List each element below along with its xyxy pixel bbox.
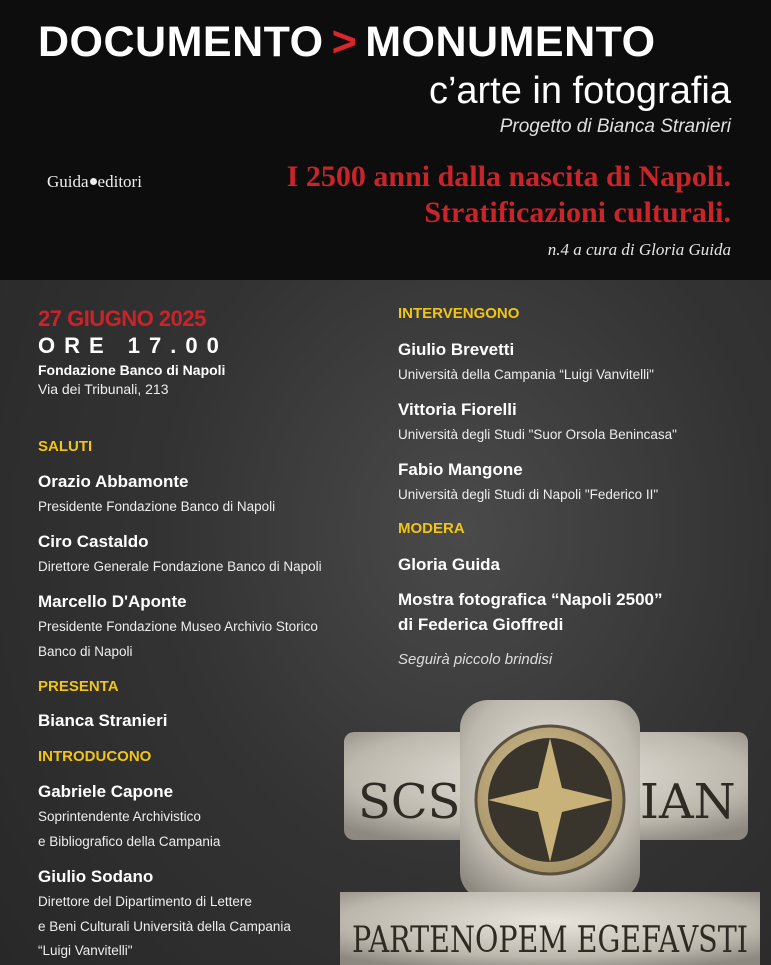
speaker-name: Giulio Sodano — [38, 867, 154, 886]
event-date: 27 GIUGNO 2025 — [38, 306, 206, 331]
section-intervengono: INTERVENGONO — [398, 305, 520, 322]
event-time: ORE 17.00 — [38, 333, 228, 358]
speaker-role: Soprintendente Archivistico — [38, 809, 201, 824]
speaker-role: Direttore Generale Fondazione Banco di Napoli — [38, 559, 322, 574]
speaker-role: Università degli Studi "Suor Orsola Benincasa" — [398, 427, 677, 442]
exhibit-author: di Federica Gioffredi — [398, 615, 564, 634]
section-saluti: SALUTI — [38, 438, 93, 455]
speaker-name: Vittoria Fiorelli — [398, 400, 517, 419]
speaker-role: Direttore del Dipartimento di Lettere — [38, 894, 252, 909]
speaker-name: Orazio Abbamonte — [38, 472, 189, 491]
section-presenta: PRESENTA — [38, 678, 119, 695]
speaker-name: Fabio Mangone — [398, 460, 523, 479]
venue-address: Via dei Tribunali, 213 — [38, 381, 169, 397]
venue-name: Fondazione Banco di Napoli — [38, 362, 226, 378]
main-title — [38, 18, 738, 67]
stone-inscription-image — [340, 700, 760, 965]
title-documento: DOCUMENTO — [38, 18, 324, 66]
exhibit-title: Mostra fotografica “Napoli 2500” — [398, 590, 663, 609]
speaker-role: e Beni Culturali Università della Campania — [38, 919, 291, 934]
speaker-role: Presidente Fondazione Museo Archivio Storico — [38, 619, 318, 634]
speaker-name: Gabriele Capone — [38, 782, 174, 801]
speaker-role: “Luigi Vanvitelli" — [38, 943, 133, 958]
project-credit: Progetto di Bianca Stranieri — [499, 116, 731, 137]
poster-header — [0, 0, 771, 280]
stone-text-left: SCS — [358, 774, 461, 830]
book-title-line1: I 2500 anni dalla nascita di Napoli. — [286, 160, 731, 193]
speaker-name: Giulio Brevetti — [398, 340, 515, 359]
section-modera: MODERA — [398, 520, 465, 537]
publisher-logo: Guida editori — [47, 172, 142, 191]
speaker-name: Ciro Castaldo — [38, 532, 149, 551]
speaker-name: Gloria Guida — [398, 555, 501, 574]
speaker-role: Presidente Fondazione Banco di Napoli — [38, 499, 276, 514]
subtitle: c’arte in fotografia — [428, 70, 731, 112]
speaker-role: Banco di Napoli — [38, 644, 133, 659]
speaker-name: Marcello D'Aponte — [38, 592, 187, 611]
speaker-role: Università degli Studi di Napoli "Federico II" — [398, 487, 659, 502]
speaker-name: Bianca Stranieri — [38, 711, 168, 730]
logo-dot-icon — [90, 178, 97, 185]
speaker-role: e Bibliografico della Campania — [38, 834, 221, 849]
section-introducono: INTRODUCONO — [38, 748, 152, 765]
stone-text-bottom: PARTENOPEM EGEFAVSTI — [352, 920, 748, 961]
speaker-role: Università della Campania “Luigi Vanvitelli" — [398, 367, 654, 382]
title-arrow: > — [331, 18, 358, 66]
title-monumento: MONUMENTO — [365, 18, 656, 66]
curator-credit: n.4 a cura di Gloria Guida — [547, 240, 731, 259]
book-title-line2: Stratificazioni culturali. — [424, 196, 731, 229]
reception-note: Seguirà piccolo brindisi — [398, 651, 553, 668]
stone-text-right: IAN — [640, 774, 736, 830]
